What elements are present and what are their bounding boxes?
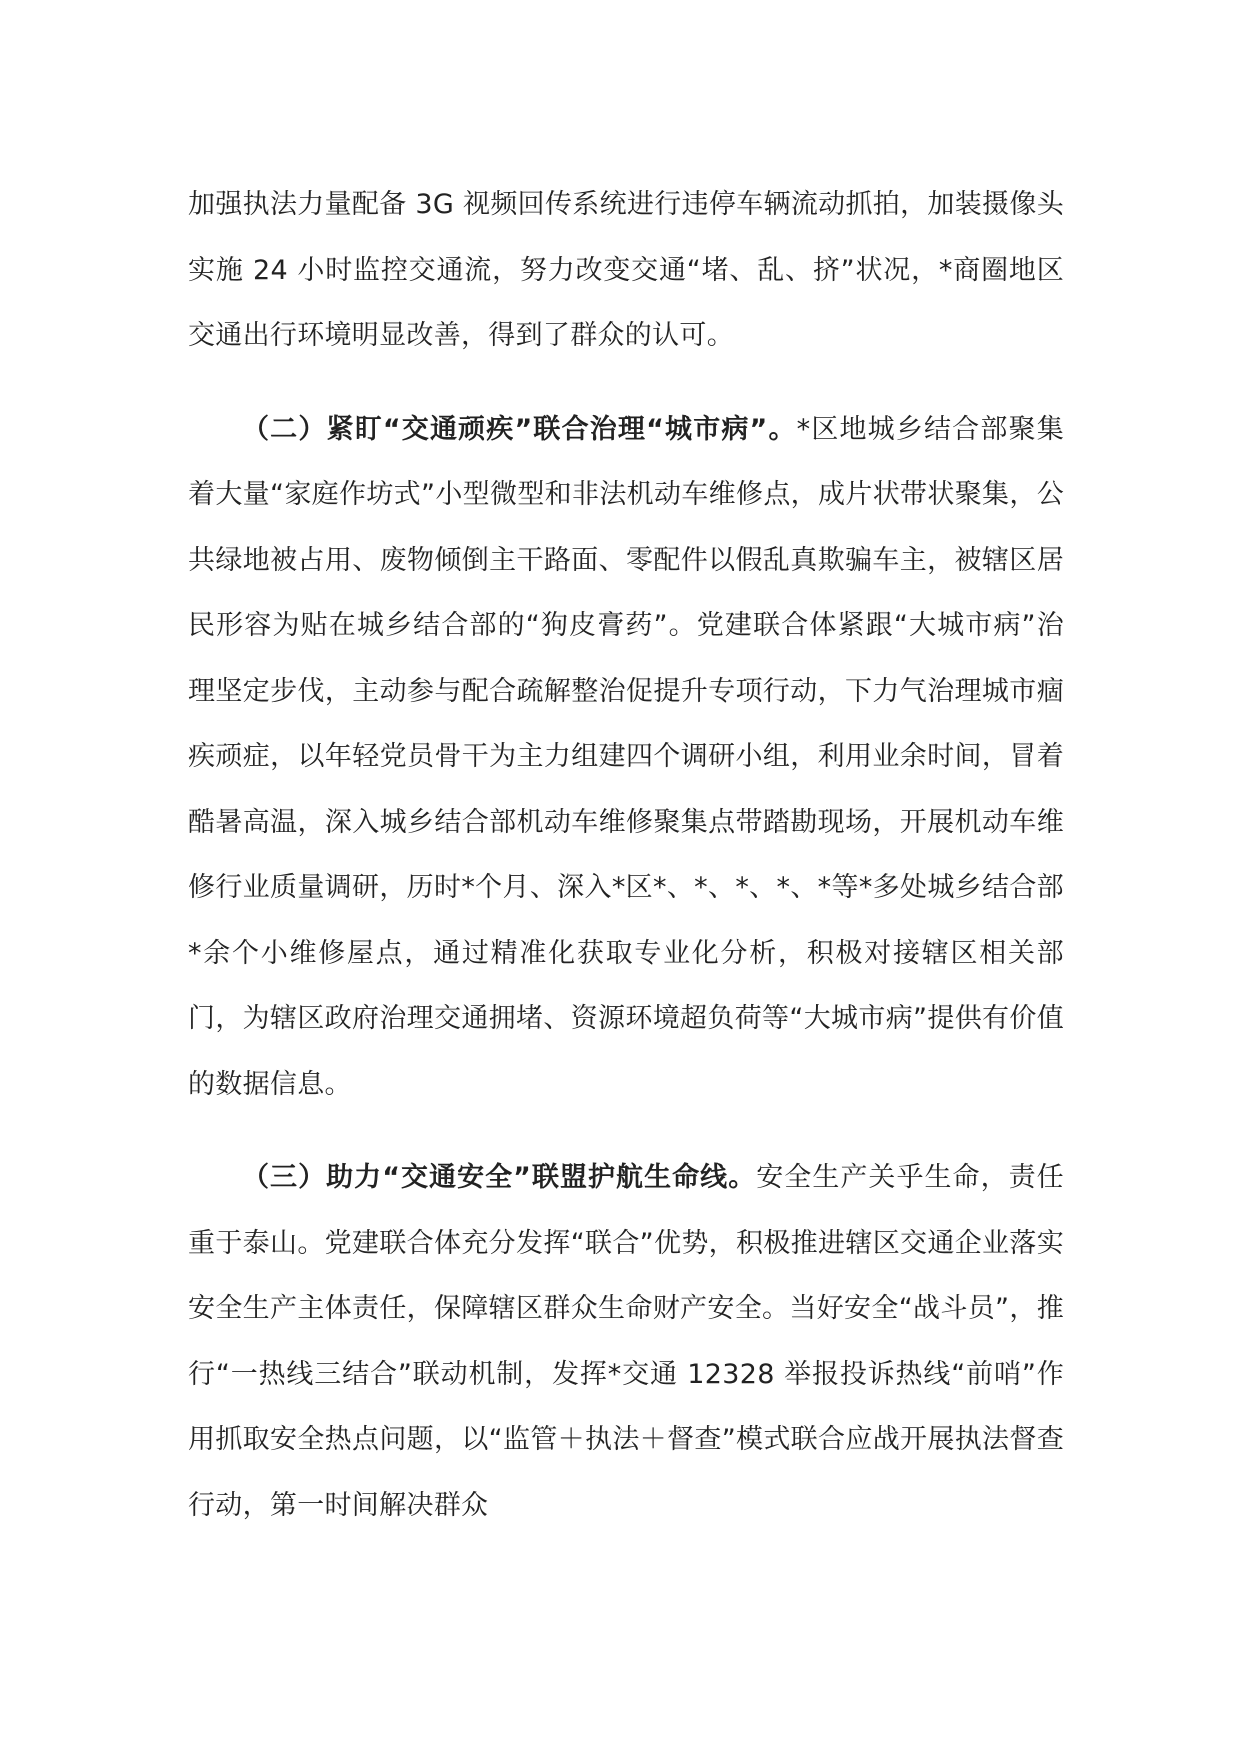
section-heading: （二）紧盯“交通顽疾”联合治理“城市病”。 — [242, 413, 797, 445]
paragraph-text: 安全生产关乎生命，责任重于泰山。党建联合体充分发挥“联合”优势，积极推进辖区交通企业落实安全生产主体责任，保障辖区群众生命财产安全。当好安全“战斗员”，推行“一热线三结合”联动机制，发挥*交通 12328 举报投诉热线“前哨”作用抓取安全热点问题，以“监管＋执法＋督查”模式联合应战开展执法督查行动，第一时间解决群众 — [188, 1162, 1064, 1521]
paragraph-text: 加强执法力量配备 3G 视频回传系统进行违停车辆流动抓拍，加装摄像头实施 24 小时监控交通流，努力改变交通“堵、乱、挤”状况，*商圈地区交通出行环境明显改善，得到了群众的认可。 — [188, 189, 1064, 351]
paragraph-section-two — [188, 397, 1064, 1118]
paragraph-continuation — [188, 172, 1064, 369]
document-page — [188, 172, 1064, 1538]
paragraph-section-three — [188, 1145, 1064, 1538]
paragraph-text: *区地城乡结合部聚集着大量“家庭作坊式”小型微型和非法机动车维修点，成片状带状聚集，公共绿地被占用、废物倾倒主干路面、零配件以假乱真欺骗车主，被辖区居民形容为贴在城乡结合部的“狗皮膏药”。党建联合体紧跟“大城市病”治理坚定步伐，主动参与配合疏解整治促提升专项行动，下力气治理城市痼疾顽症，以年轻党员骨干为主力组建四个调研小组，利用业余时间，冒着酷暑高温，深入城乡结合部机动车维修聚集点带踏勘现场，开展机动车维修行业质量调研，历时*个月、深入*区*、*、*、*、*等*多处城乡结合部*余个小维修屋点，通过精准化获取专业化分析，积极对接辖区相关部门，为辖区政府治理交通拥堵、资源环境超负荷等“大城市病”提供有价值的数据信息。 — [188, 413, 1065, 1100]
section-heading: （三）助力“交通安全”联盟护航生命线。 — [242, 1162, 757, 1193]
